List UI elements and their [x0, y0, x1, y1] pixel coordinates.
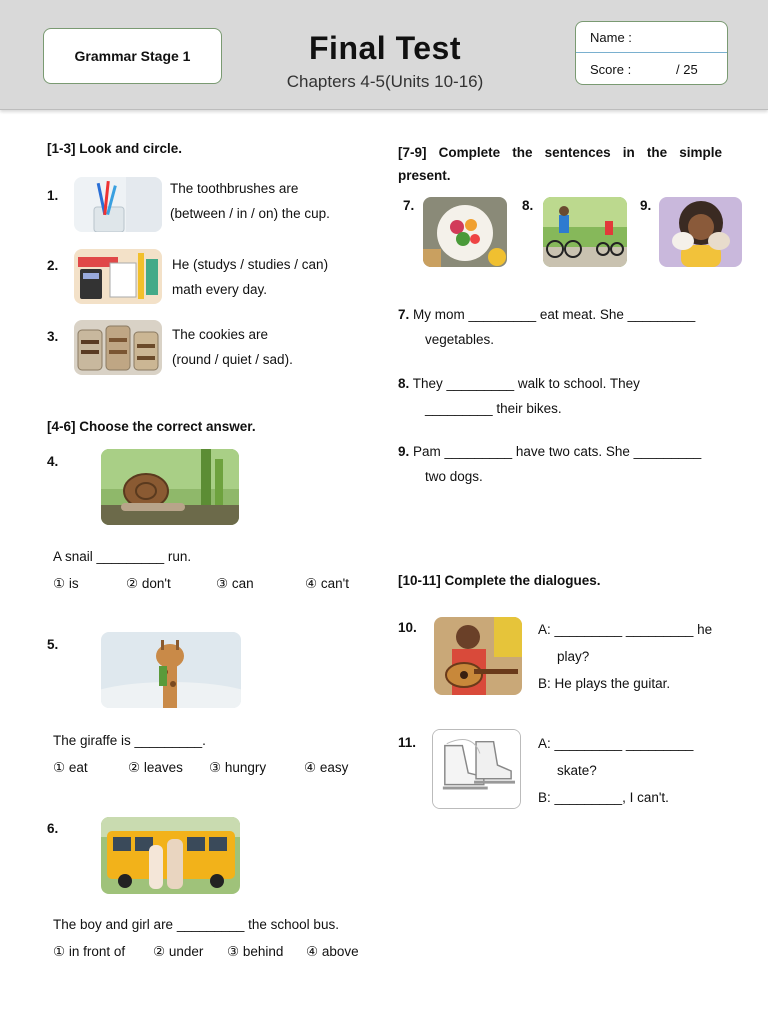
question-number: 4.: [47, 454, 59, 469]
picture-number: 8.: [522, 198, 534, 213]
section-heading-7-9-cont: present.: [398, 168, 451, 183]
choice-option[interactable]: ④ easy: [304, 760, 349, 775]
picture-number: 9.: [640, 198, 652, 213]
question-7: 7. My mom _________ eat meat. She _________ vegetables.: [398, 307, 696, 347]
question-sentence: The boy and girl are _________ the school bus.: [53, 917, 339, 932]
snail-image: [101, 449, 239, 525]
question-number: 3.: [47, 329, 59, 344]
choice-option[interactable]: ① eat: [53, 760, 88, 775]
question-text: The cookies are (round / quiet / sad).: [172, 327, 293, 367]
question-number: 1.: [47, 188, 59, 203]
page-title: Final Test: [309, 30, 461, 66]
question-text: He (studys / studies / can) math every day.: [172, 257, 329, 297]
question-text: The toothbrushes are (between / in / on) the cup.: [170, 181, 330, 221]
giraffe-image: [101, 632, 241, 708]
section-heading-4-6: [4-6] Choose the correct answer.: [47, 419, 256, 434]
choice-option[interactable]: ④ above: [306, 944, 359, 959]
section-heading-7-9: [7-9] Complete the sentences in the simple: [398, 145, 722, 160]
question-number: 11.: [398, 735, 417, 750]
name-score-box: [575, 21, 728, 85]
question-number: 2.: [47, 258, 59, 273]
choice-option[interactable]: ② don't: [126, 576, 171, 591]
question-number: 6.: [47, 821, 59, 836]
picture-number: 7.: [403, 198, 415, 213]
stage-label-box: [43, 28, 222, 84]
choice-option[interactable]: ③ hungry: [209, 760, 267, 775]
ice-skates-image: [432, 729, 521, 809]
section-heading-1-3: [1-3] Look and circle.: [47, 141, 183, 156]
choice-option[interactable]: ② under: [153, 944, 204, 959]
choice-option[interactable]: ① in front of: [53, 944, 126, 959]
question-9: 9. Pam _________ have two cats. She _________ two dogs.: [398, 444, 702, 484]
choice-option[interactable]: ③ can: [216, 576, 254, 591]
choice-option[interactable]: ① is: [53, 576, 79, 591]
name-field[interactable]: [576, 22, 727, 53]
salad-bowl-image: [423, 197, 507, 267]
page-subtitle: Chapters 4-5(Units 10-16): [286, 72, 484, 91]
score-label: Score :: [590, 62, 632, 77]
name-label: Name :: [590, 30, 632, 45]
score-max: / 25: [676, 62, 698, 77]
question-sentence: A snail _________ run.: [53, 549, 192, 564]
dialogue-11: A: _________ _________ skate? B: _________, I can't.: [538, 736, 694, 805]
question-8: 8. They _________ walk to school. They _________ their bikes.: [398, 376, 640, 416]
math-supplies-image: [74, 249, 162, 304]
choice-option[interactable]: ② leaves: [128, 760, 183, 775]
choice-option[interactable]: ③ behind: [227, 944, 284, 959]
header-bar: [0, 0, 768, 110]
girl-with-pets-image: [659, 197, 742, 267]
toothbrush-cup-image: [74, 177, 162, 232]
section-heading-10-11: [10-11] Complete the dialogues.: [398, 573, 601, 588]
choice-option[interactable]: ④ can't: [305, 576, 349, 591]
question-number: 10.: [398, 620, 417, 635]
boy-playing-guitar-image: [434, 617, 522, 695]
school-bus-image: [101, 817, 240, 894]
dialogue-10: A: _________ _________ he play? B: He plays the guitar.: [538, 622, 713, 691]
question-sentence: The giraffe is _________.: [53, 733, 206, 748]
cookie-jars-image: [74, 320, 162, 375]
question-number: 5.: [47, 637, 59, 652]
stage-label: Grammar Stage 1: [74, 48, 191, 64]
bike-riders-image: [543, 197, 627, 267]
score-field: [576, 53, 727, 84]
